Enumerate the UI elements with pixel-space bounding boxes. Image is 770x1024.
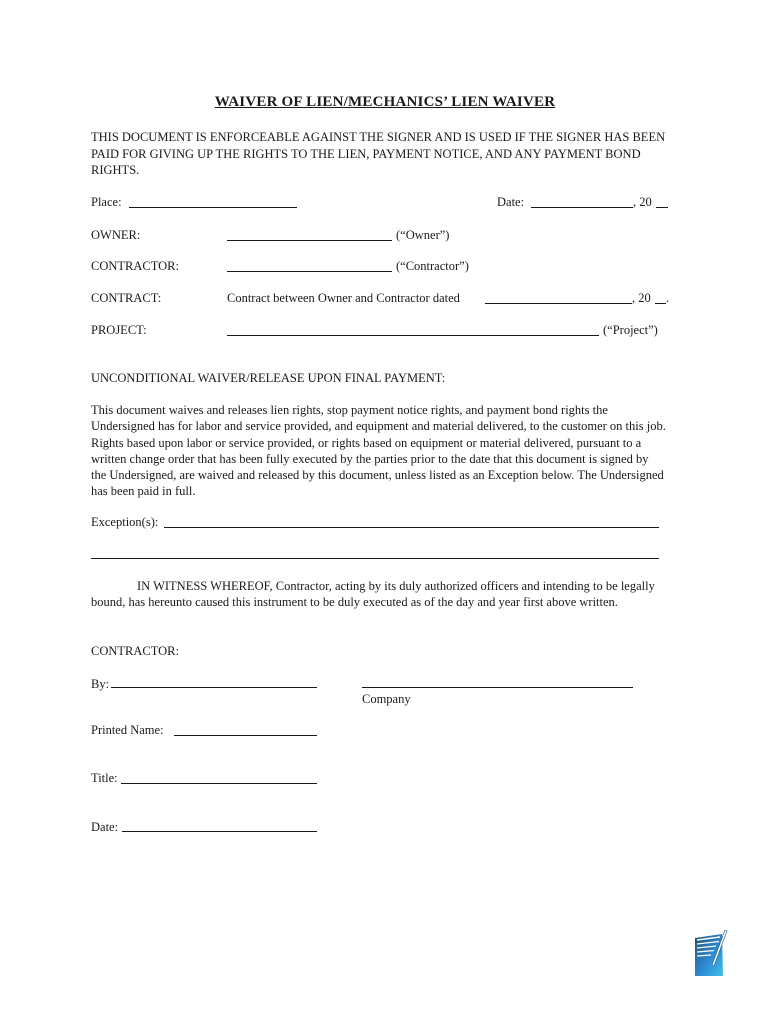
printed-name-label: Printed Name: <box>91 723 164 737</box>
contract-end: . <box>666 291 670 305</box>
company-field[interactable] <box>362 687 633 688</box>
sign-date-label: Date: <box>91 820 119 834</box>
date-label: Date: <box>497 195 525 209</box>
contract-text: Contract between Owner and Contractor dated <box>227 291 460 305</box>
owner-label: OWNER: <box>91 228 141 242</box>
title-field[interactable] <box>121 783 317 784</box>
document-logo-icon <box>692 930 728 980</box>
by-signature-field[interactable] <box>111 687 317 688</box>
contractor-suffix: (“Contractor”) <box>396 259 469 273</box>
contract-year-prefix: , 20 <box>632 291 651 305</box>
waiver-paragraph: This document waives and releases lien rights, stop payment notice rights, and payment bond rights the Undersigned has for labor and service provided, and equipment and material delivered, to the customer on this job. Rights based upon labor or service provided, or rights based on equipment or material delivered, pursuant to a written change order that has been fully executed by the parties prior to the date that this document is signed by the Undersigned, are waived and released by this document, unless listed as an Exception below. The Undersigned has been paid in full. <box>91 403 666 499</box>
printed-name-field[interactable] <box>174 735 317 736</box>
date-field[interactable] <box>531 207 633 208</box>
contractor-label: CONTRACTOR: <box>91 259 179 273</box>
place-field[interactable] <box>129 207 297 208</box>
contract-label: CONTRACT: <box>91 291 162 305</box>
project-field[interactable] <box>227 335 599 336</box>
date-year-field[interactable] <box>656 207 668 208</box>
exceptions-label: Exception(s): <box>91 515 159 529</box>
place-label: Place: <box>91 195 122 209</box>
exceptions-field[interactable] <box>164 527 659 528</box>
signature-heading: CONTRACTOR: <box>91 644 179 658</box>
contractor-field[interactable] <box>227 271 392 272</box>
document-title: WAIVER OF LIEN/MECHANICS’ LIEN WAIVER <box>214 94 556 110</box>
owner-suffix: (“Owner”) <box>396 228 450 242</box>
intro-notice: THIS DOCUMENT IS ENFORCEABLE AGAINST THE SIGNER AND IS USED IF THE SIGNER HAS BEEN PAID FOR GIVING UP THE RIGHTS TO THE LIEN, PAYMENT NOTICE, AND ANY PAYMENT BOND RIGHTS. <box>91 130 666 177</box>
title-label: Title: <box>91 771 118 785</box>
witness-paragraph: IN WITNESS WHEREOF, Contractor, acting by its duly authorized officers and intending to be legally bound, has hereunto caused this instrument to be duly executed as of the day and year first above written. <box>91 579 655 610</box>
date-year-prefix: , 20 <box>633 195 652 209</box>
contract-year-field[interactable] <box>655 303 666 304</box>
exceptions-field-line-2[interactable] <box>91 558 659 559</box>
project-suffix: (“Project”) <box>603 323 658 337</box>
company-label: Company <box>362 692 411 706</box>
project-label: PROJECT: <box>91 323 147 337</box>
section-heading: UNCONDITIONAL WAIVER/RELEASE UPON FINAL PAYMENT: <box>91 371 446 385</box>
by-label: By: <box>91 677 110 691</box>
owner-field[interactable] <box>227 240 392 241</box>
contract-date-field[interactable] <box>485 303 632 304</box>
sign-date-field[interactable] <box>122 831 317 832</box>
